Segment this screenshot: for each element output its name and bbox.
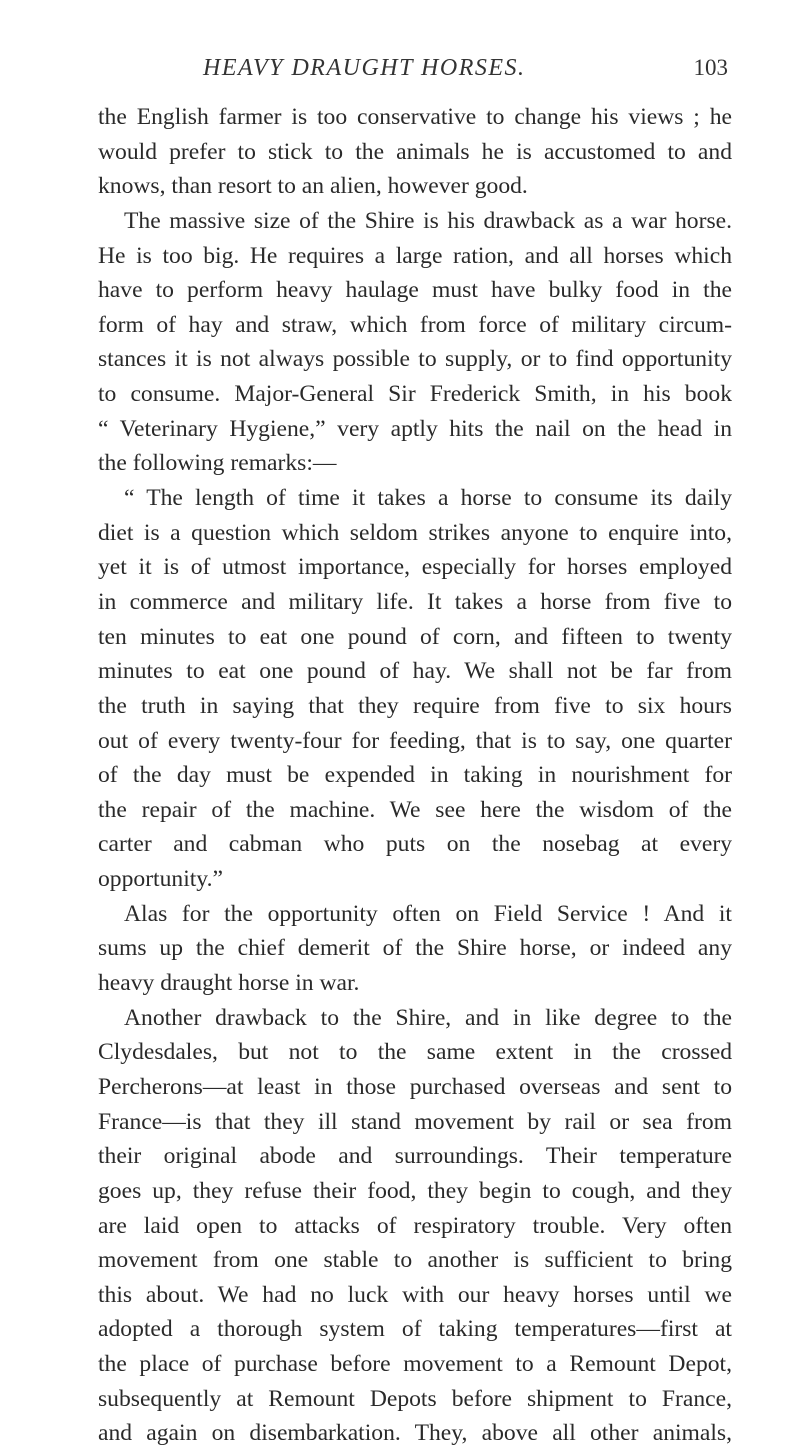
text-line: the repair of the machine. We see here the wisdom of the <box>98 796 732 823</box>
text-line: the English farmer is too conservative to change his views ; he <box>98 104 732 130</box>
page-number: 103 <box>693 55 728 80</box>
text-line: Another drawback to the Shire, and in like degree to the <box>124 1004 732 1031</box>
text-line: and again on disembarkation. They, above all other animals, <box>98 1420 732 1447</box>
text-line: the place of purchase before movement to a Remount Depot, <box>98 1351 732 1378</box>
text-line: stances it is not always possible to supply, or to find opportunity <box>98 346 732 373</box>
text-line: form of hay and straw, which from force of military circum- <box>98 311 732 338</box>
text-line: the truth in saying that they require from five to six hours <box>98 692 732 719</box>
text-line: are laid open to attacks of respiratory trouble. Very often <box>98 1212 732 1239</box>
text-line: movement from one stable to another is sufficient to bring <box>98 1247 732 1274</box>
text-line: this about. We had no luck with our heavy horses until we <box>98 1281 732 1308</box>
text-line: ten minutes to eat one pound of corn, and fifteen to twenty <box>98 623 732 650</box>
text-line: goes up, they refuse their food, they begin to cough, and they <box>98 1177 732 1204</box>
text-line: out of every twenty-four for feeding, that is to say, one quarter <box>98 727 732 754</box>
text-line: to consume. Major-General Sir Frederick Smith, in his book <box>98 381 732 408</box>
text-line: subsequently at Remount Depots before shipment to France, <box>98 1385 732 1412</box>
text-line: The massive size of the Shire is his drawback as a war horse. <box>124 207 732 234</box>
text-line: carter and cabman who puts on the nosebag at every <box>98 831 732 858</box>
text-line: diet is a question which seldom strikes anyone to enquire into, <box>98 519 732 546</box>
text-line: heavy draught horse in war. <box>98 970 360 997</box>
body-text <box>98 100 732 1451</box>
running-title: HEAVY DRAUGHT HORSES. <box>203 55 526 81</box>
text-line: would prefer to stick to the animals he is accustomed to and <box>98 138 732 165</box>
text-line: knows, than resort to an alien, however good. <box>98 173 528 200</box>
text-line: Percherons—at least in those purchased overseas and sent to <box>98 1073 732 1100</box>
text-line: sums up the chief demerit of the Shire horse, or indeed any <box>98 935 732 962</box>
text-line: Alas for the opportunity often on Field Service ! And it <box>124 900 732 927</box>
text-line: their original abode and surroundings. Their temperature <box>98 1143 732 1170</box>
running-head <box>168 55 728 85</box>
text-line: have to perform heavy haulage must have bulky food in the <box>98 277 732 304</box>
text-line: France—is that they ill stand movement by rail or sea from <box>98 1108 732 1135</box>
text-line: opportunity.” <box>98 866 223 893</box>
text-line: minutes to eat one pound of hay. We shall not be far from <box>98 658 732 685</box>
text-line: the following remarks:— <box>98 450 337 477</box>
text-line: “ The length of time it takes a horse to consume its daily <box>124 485 732 512</box>
text-line: yet it is of utmost importance, especially for horses employed <box>98 554 732 581</box>
text-line: Clydesdales, but not to the same extent in the crossed <box>98 1039 732 1066</box>
text-line: He is too big. He requires a large ration, and all horses which <box>98 242 732 269</box>
text-line: “ Veterinary Hygiene,” very aptly hits the nail on the head in <box>98 415 732 442</box>
text-line: adopted a thorough system of taking temperatures—first at <box>98 1316 732 1343</box>
text-line: of the day must be expended in taking in nourishment for <box>98 762 732 789</box>
text-line: in commerce and military life. It takes a horse from five to <box>98 588 732 615</box>
